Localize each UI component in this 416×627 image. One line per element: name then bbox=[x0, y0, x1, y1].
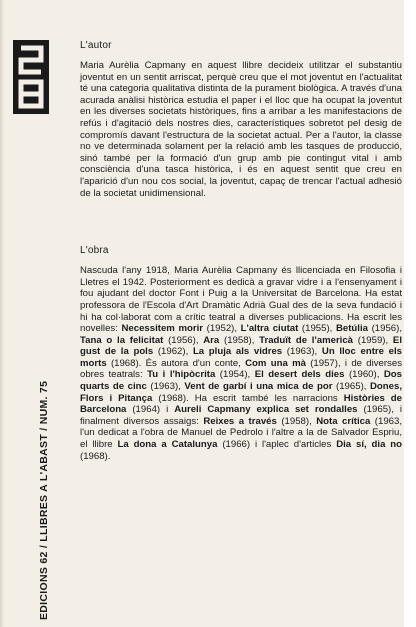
back-cover-text bbox=[80, 40, 402, 462]
obra-text-run: (1965), bbox=[332, 381, 370, 393]
work-title: Nota crítica bbox=[316, 415, 371, 427]
work-title: Tu i l'hipòcrita bbox=[147, 369, 216, 381]
obra-text-run: (1963, l'un dedicat a l'obra de Manuel de Pedrolo i l'altre a la de Salvador Espriu, el llibre bbox=[80, 415, 402, 451]
obra-text-run: (1958), bbox=[219, 334, 260, 346]
work-title: Ara bbox=[203, 334, 220, 346]
work-title: Com una mà bbox=[245, 357, 306, 369]
obra-text-run: (1956), bbox=[163, 334, 204, 346]
obra-text-run: (1952), bbox=[203, 323, 241, 335]
work-title: Aureli Capmany explica set rondalles bbox=[174, 404, 358, 416]
obra-text-run: (1959), bbox=[353, 334, 393, 346]
work-title: Reixes a través bbox=[203, 415, 277, 427]
obra-text-run: (1964) i bbox=[126, 404, 175, 416]
obra-text-run: (1963), bbox=[282, 346, 322, 358]
work-title: Necessitem morir bbox=[121, 323, 203, 335]
work-title: El gust de la pols bbox=[80, 334, 402, 358]
edicions-62-logo-icon bbox=[13, 40, 49, 114]
logo-62-glyph bbox=[13, 40, 49, 114]
page-edge-shadow bbox=[0, 0, 4, 627]
obra-text-run: (1958), bbox=[276, 415, 317, 427]
obra-paragraph bbox=[80, 265, 402, 462]
work-title: Vent de garbí i una mica de por bbox=[184, 381, 333, 393]
work-title: Dos quarts de cinc bbox=[80, 369, 402, 393]
obra-text-run: Nascuda l'any 1918, Maria Aurèlia Capmany és llicenciada en Filosofia i Lletres el 1942. Posteriorment es dedicà a gravar vidre i a l'ensenyament i fou ajudant del doctor Font i Puig a la Universitat de Barcelona. Ha estat professora de l'Escola d'Art Dramàtic Adrià Gual des de la seva fundació i hi ha col·laborat com a crític teatral a diverses publicacions. Ha escrit les novelles: bbox=[80, 265, 402, 335]
obra-text-run: (1968). És autora d'un conte, bbox=[106, 357, 246, 369]
work-title: El desert dels dies bbox=[254, 369, 345, 381]
obra-text-run: (1957), i de diverses obres teatrals: bbox=[80, 357, 402, 381]
obra-text-run: (1956), bbox=[367, 323, 402, 335]
work-title: Tana o la felicitat bbox=[80, 334, 164, 346]
obra-text-run: (1966) i l'aplec d'articles bbox=[217, 439, 337, 451]
work-title: Dones, Flors i Pitança bbox=[80, 381, 402, 404]
obra-text-run: (1960), bbox=[344, 369, 384, 381]
obra-text-run: (1968). bbox=[80, 450, 111, 462]
obra-text-run: (1962), bbox=[153, 346, 193, 358]
section-heading-obra: L'obra bbox=[80, 245, 109, 257]
work-title: La pluja als vidres bbox=[192, 346, 283, 358]
work-title: Traduït de l'americà bbox=[259, 334, 354, 346]
work-title: L'altra ciutat bbox=[240, 323, 299, 335]
work-title: Històries de Barcelona bbox=[80, 392, 403, 416]
publisher-series-label: EDICIONS 62 / LLIBRES A L'ABAST / NUM. 75 bbox=[38, 380, 50, 620]
obra-text-run: (1965), i finalment diversos assaigs: bbox=[80, 404, 402, 427]
work-title: Betúlia bbox=[335, 323, 368, 335]
obra-text-run: (1954), bbox=[215, 369, 255, 381]
obra-text-run: (1968). Ha escrit també les narracions bbox=[152, 392, 344, 404]
work-title: La dona a Catalunya bbox=[117, 439, 218, 451]
work-title: Un lloc entre els morts bbox=[80, 346, 403, 369]
obra-text-run: (1955), bbox=[298, 323, 336, 335]
obra-text-run: (1963), bbox=[146, 381, 185, 393]
work-title: Dia sí, dia no bbox=[336, 439, 403, 451]
section-heading-autor: L'autor bbox=[80, 40, 112, 51]
autor-paragraph: Maria Aurèlia Capmany en aquest llibre decideix utilitzar el substantiu joventut en un sentit arriscat, perquè creu que el mot joventut en l'actualitat té una categoria qualitativa distinta de la purament biològica. A través d'una acurada anàlisi històrica estudia el paper i el lloc que ha ocupat la joventut en les diverses societats històriques, fins a arribar a les manifestacions de refús i d'agitació dels nostres dies, característiques sobretot pel desig de compromís davant l'estructura de la societat actual. Per a l'autor, la classe no ve determinada solament per la relació amb les tasques de producció, sinó també per la formació d'un grup amb pie contingut vital i amb consciència d'una tasca històrica, i és en aquest sentit que creu en l'aparició d'un nou cos social, la joventut, capaç de trencar l'actual adhesió de la societat unidimensional. bbox=[80, 60, 402, 199]
page-margin bbox=[404, 0, 416, 627]
